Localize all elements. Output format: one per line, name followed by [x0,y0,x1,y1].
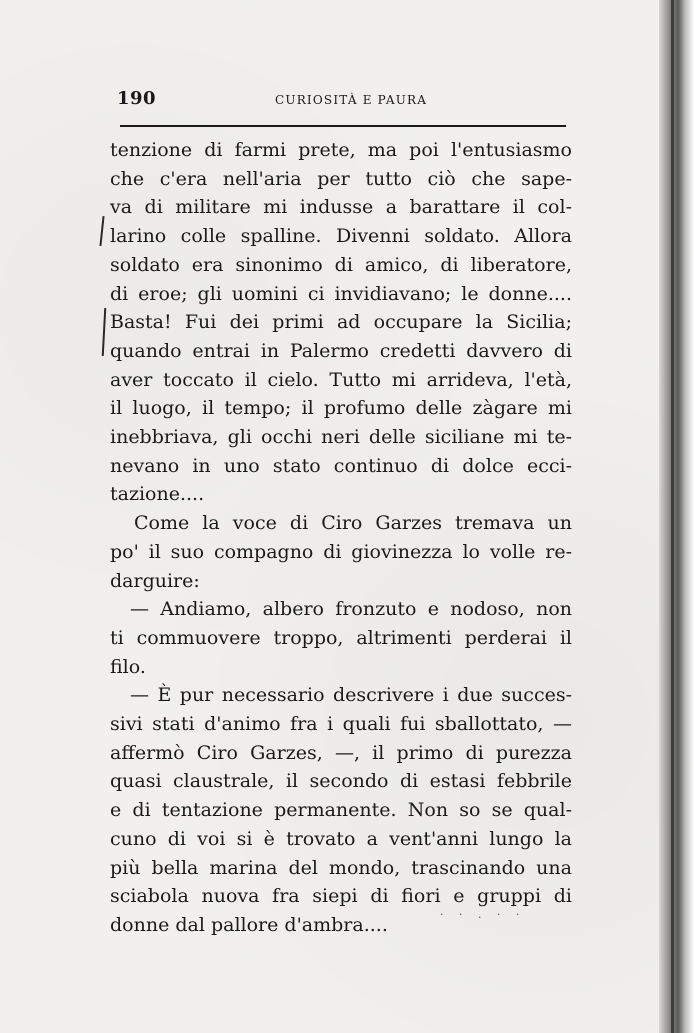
text-line: più bella marina del mondo, trascinando una [110,856,572,879]
header-rule [120,125,566,127]
page-number: 190 [117,88,157,109]
text-line: ti commuovere troppo, altrimenti perderai il [110,626,572,649]
page-edge-shadow [659,0,694,1033]
body-text [110,136,572,940]
text-line: Come la voce di Ciro Garzes tremava un [134,512,572,535]
page-header [117,88,567,112]
text-line: che c'era nell'aria per tutto ciò che sape- [110,167,572,190]
text-line: tenzione di farmi prete, ma poi l'entusiasmo [110,139,572,161]
text-line: nevano in uno stato continuo di dolce ecci- [110,454,572,477]
text-line: inebbriava, gli occhi neri delle siciliane mi te- [110,426,572,449]
text-line: quando entrai in Palermo credetti davvero di [110,339,572,362]
text-line: affermò Ciro Garzes, —, il primo di purezza [110,741,572,764]
text-line: va di militare mi indusse a barattare il col- [110,196,572,219]
text-line: larino colle spalline. Divenni soldato. Allora [110,225,572,248]
text-line: cuno di voi si è trovato a vent'anni lungo la [110,827,572,850]
ink-speckle: · · . · · [440,908,526,921]
text-line: il luogo, il tempo; il profumo delle zàgare mi [110,397,572,420]
text-line: donne dal pallore d'ambra.... [110,913,388,936]
text-line: po' il suo compagno di giovinezza lo volle re- [110,540,572,563]
running-title: CURIOSITÀ E PAURA [275,93,428,107]
text-line: tazione.... [110,483,205,506]
text-line: e di tentazione permanente. Non so se qual- [110,799,572,822]
text-line: darguire: [110,569,200,592]
text-line: — Andiamo, albero fronzuto e nodoso, non [130,598,572,621]
text-line: filo. [110,655,146,678]
page-binding-line [671,0,674,1033]
text-line: quasi claustrale, il secondo di estasi febbrile [110,770,572,793]
text-line: sciabola nuova fra siepi di fiori e gruppi di [110,885,572,908]
text-line: aver toccato il cielo. Tutto mi arrideva, l'età, [110,368,572,391]
text-line: di eroe; gli uomini ci invidiavano; le donne.... [110,282,572,305]
text-line: sivi stati d'animo fra i quali fui sballottato, — [110,713,572,736]
text-line: Basta! Fui dei primi ad occupare la Sicilia; [110,311,572,334]
text-line: — È pur necessario descrivere i due succes- [130,684,572,707]
text-line: soldato era sinonimo di amico, di liberatore, [110,253,572,276]
